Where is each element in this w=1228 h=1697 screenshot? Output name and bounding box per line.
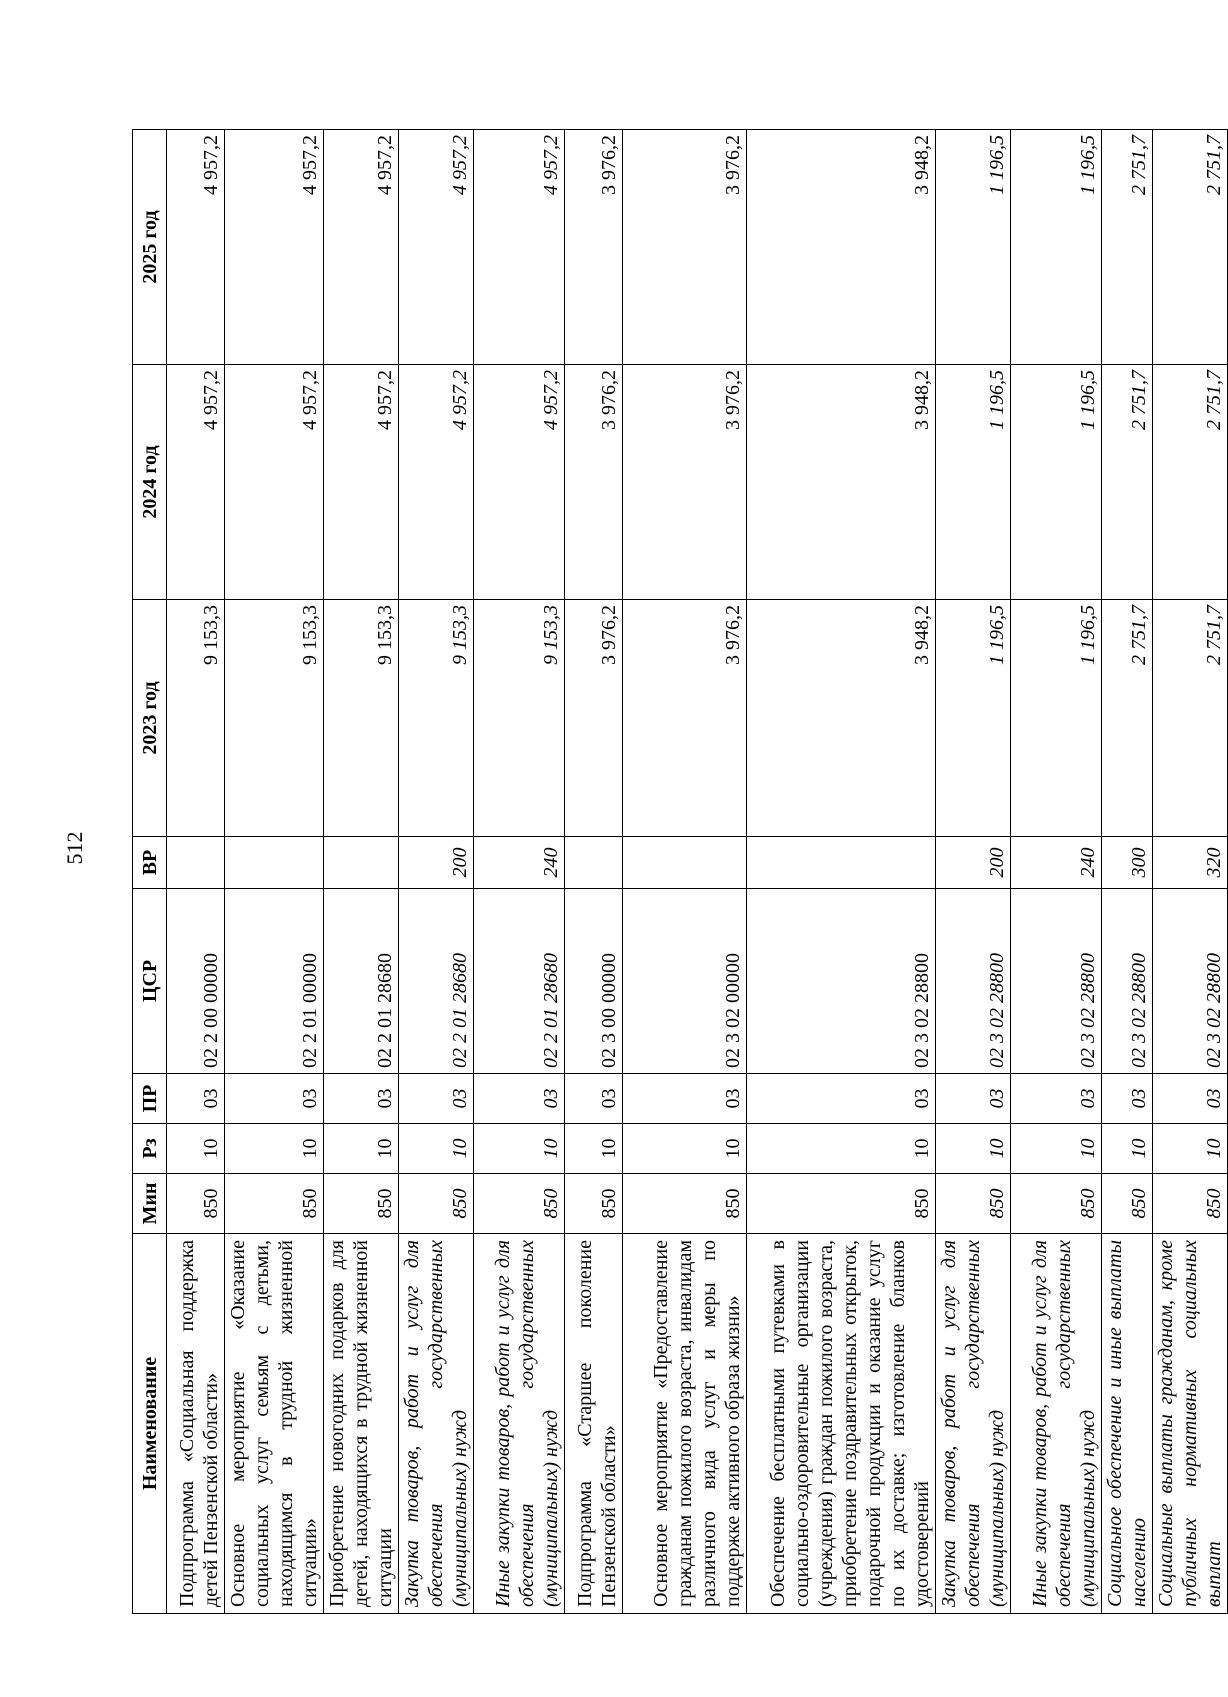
row-min-cell: 850 xyxy=(225,1174,324,1234)
header-2024: 2024 год xyxy=(133,365,167,600)
row-name-cell: Социальные выплаты гражданам, кроме публичных нормативных социальных выплат xyxy=(1153,1234,1228,1614)
row-2025-cell: 1 196,5 xyxy=(1011,130,1102,365)
page-number: 512 xyxy=(62,831,87,865)
row-pr-cell: 03 xyxy=(474,1074,565,1124)
row-2024-cell: 2 751,7 xyxy=(1153,365,1228,600)
row-vr-cell: 240 xyxy=(474,837,565,889)
row-2023-cell: 9 153,3 xyxy=(324,600,399,837)
row-2025-cell: 4 957,2 xyxy=(167,130,225,365)
row-rz-cell: 10 xyxy=(936,1124,1011,1174)
row-name-cell: Закупка товаров, работ и услуг для обеспечения государственных (муниципальных) нужд xyxy=(399,1234,474,1614)
row-csr-cell: 02 3 02 28800 xyxy=(747,889,936,1074)
row-min-cell: 850 xyxy=(1153,1174,1228,1234)
row-csr-cell: 02 2 01 00000 xyxy=(225,889,324,1074)
table-row xyxy=(1011,130,1102,1614)
row-2023-cell: 9 153,3 xyxy=(399,600,474,837)
row-vr-cell: 320 xyxy=(1153,837,1228,889)
header-csr: ЦСР xyxy=(133,889,167,1074)
header-row xyxy=(133,130,167,1614)
row-csr-cell: 02 3 02 28800 xyxy=(1011,889,1102,1074)
row-rz-cell: 10 xyxy=(167,1124,225,1174)
row-name-cell: Подпрограмма «Старшее поколение Пензенской области» xyxy=(565,1234,623,1614)
row-rz-cell: 10 xyxy=(474,1124,565,1174)
row-vr-cell xyxy=(747,837,936,889)
row-rz-cell: 10 xyxy=(565,1124,623,1174)
row-csr-cell: 02 2 01 28680 xyxy=(474,889,565,1074)
row-rz-cell: 10 xyxy=(1153,1124,1228,1174)
row-min-cell: 850 xyxy=(936,1174,1011,1234)
header-2025: 2025 год xyxy=(133,130,167,365)
row-2023-cell: 9 153,3 xyxy=(225,600,324,837)
header-vr: ВР xyxy=(133,837,167,889)
row-vr-cell xyxy=(565,837,623,889)
row-2025-cell: 3 948,2 xyxy=(747,130,936,365)
table-row xyxy=(324,130,399,1614)
row-2023-cell: 2 751,7 xyxy=(1153,600,1228,837)
row-2025-cell: 3 976,2 xyxy=(565,130,623,365)
table-row xyxy=(167,130,225,1614)
row-2024-cell: 2 751,7 xyxy=(1102,365,1153,600)
row-pr-cell: 03 xyxy=(225,1074,324,1124)
row-pr-cell: 03 xyxy=(1011,1074,1102,1124)
row-name-cell: Основное мероприятие «Предоставление гражданам пожилого возраста, инвалидам различного вида услуг и меры по поддержке активного образа жизни» xyxy=(623,1234,747,1614)
row-rz-cell: 10 xyxy=(324,1124,399,1174)
row-pr-cell: 03 xyxy=(399,1074,474,1124)
table-row xyxy=(399,130,474,1614)
row-pr-cell: 03 xyxy=(747,1074,936,1124)
row-rz-cell: 10 xyxy=(1011,1124,1102,1174)
row-2023-cell: 3 976,2 xyxy=(565,600,623,837)
row-2023-cell: 2 751,7 xyxy=(1102,600,1153,837)
row-pr-cell: 03 xyxy=(324,1074,399,1124)
row-name-cell: Социальное обеспечение и иные выплаты населению xyxy=(1102,1234,1153,1614)
row-2023-cell: 1 196,5 xyxy=(936,600,1011,837)
row-2023-cell: 3 976,2 xyxy=(623,600,747,837)
row-2025-cell: 3 976,2 xyxy=(623,130,747,365)
row-min-cell: 850 xyxy=(167,1174,225,1234)
row-csr-cell: 02 3 02 28800 xyxy=(1153,889,1228,1074)
budget-table xyxy=(132,129,1228,1614)
table-row xyxy=(747,130,936,1614)
row-2025-cell: 4 957,2 xyxy=(474,130,565,365)
row-2025-cell: 4 957,2 xyxy=(399,130,474,365)
budget-table-container xyxy=(132,130,1225,1614)
table-row xyxy=(623,130,747,1614)
row-rz-cell: 10 xyxy=(399,1124,474,1174)
row-min-cell: 850 xyxy=(1011,1174,1102,1234)
table-row xyxy=(474,130,565,1614)
row-rz-cell: 10 xyxy=(623,1124,747,1174)
row-2024-cell: 3 976,2 xyxy=(565,365,623,600)
row-vr-cell: 200 xyxy=(936,837,1011,889)
row-2024-cell: 4 957,2 xyxy=(225,365,324,600)
header-name: Наименование xyxy=(133,1234,167,1614)
table-row xyxy=(1102,130,1153,1614)
header-rz: Рз xyxy=(133,1124,167,1174)
row-rz-cell: 10 xyxy=(747,1124,936,1174)
row-rz-cell: 10 xyxy=(225,1124,324,1174)
row-pr-cell: 03 xyxy=(167,1074,225,1124)
row-csr-cell: 02 2 01 28680 xyxy=(399,889,474,1074)
row-2024-cell: 1 196,5 xyxy=(1011,365,1102,600)
row-2023-cell: 9 153,3 xyxy=(474,600,565,837)
row-2025-cell: 1 196,5 xyxy=(936,130,1011,365)
row-csr-cell: 02 3 02 28800 xyxy=(936,889,1011,1074)
row-2025-cell: 4 957,2 xyxy=(324,130,399,365)
row-name-cell: Иные закупки товаров, работ и услуг для обеспечения государственных (муниципальных) нужд xyxy=(1011,1234,1102,1614)
row-min-cell: 850 xyxy=(747,1174,936,1234)
row-2024-cell: 4 957,2 xyxy=(167,365,225,600)
row-min-cell: 850 xyxy=(324,1174,399,1234)
row-vr-cell xyxy=(623,837,747,889)
row-pr-cell: 03 xyxy=(1102,1074,1153,1124)
row-csr-cell: 02 3 00 00000 xyxy=(565,889,623,1074)
row-name-cell: Иные закупки товаров, работ и услуг для обеспечения государственных (муниципальных) нужд xyxy=(474,1234,565,1614)
row-name-cell: Приобретение новогодних подарков для детей, находящихся в трудной жизненной ситуации xyxy=(324,1234,399,1614)
row-min-cell: 850 xyxy=(1102,1174,1153,1234)
table-row xyxy=(565,130,623,1614)
header-min: Мин xyxy=(133,1174,167,1234)
header-pr: ПР xyxy=(133,1074,167,1124)
table-body xyxy=(167,130,1228,1614)
row-pr-cell: 03 xyxy=(565,1074,623,1124)
row-min-cell: 850 xyxy=(623,1174,747,1234)
row-2024-cell: 3 948,2 xyxy=(747,365,936,600)
row-2024-cell: 1 196,5 xyxy=(936,365,1011,600)
row-pr-cell: 03 xyxy=(1153,1074,1228,1124)
row-vr-cell xyxy=(167,837,225,889)
row-name-cell: Закупка товаров, работ и услуг для обеспечения государственных (муниципальных) нужд xyxy=(936,1234,1011,1614)
row-name-cell: Обеспечение бесплатными путевками в социально-оздоровительные организации (учреждения) граждан пожилого возраста, приобретение поздравительных открыток, подарочной продукции и оказание услуг по их доставке; изготовление бланков удостоверений xyxy=(747,1234,936,1614)
row-2024-cell: 4 957,2 xyxy=(474,365,565,600)
row-vr-cell xyxy=(324,837,399,889)
row-2024-cell: 3 976,2 xyxy=(623,365,747,600)
row-2024-cell: 4 957,2 xyxy=(399,365,474,600)
row-vr-cell: 200 xyxy=(399,837,474,889)
row-csr-cell: 02 2 00 00000 xyxy=(167,889,225,1074)
row-min-cell: 850 xyxy=(399,1174,474,1234)
row-pr-cell: 03 xyxy=(623,1074,747,1124)
table-row xyxy=(225,130,324,1614)
row-2025-cell: 2 751,7 xyxy=(1102,130,1153,365)
row-rz-cell: 10 xyxy=(1102,1124,1153,1174)
row-name-cell: Основное мероприятие «Оказание социальных услуг семьям с детьми, находящимся в трудной жизненной ситуации» xyxy=(225,1234,324,1614)
row-2025-cell: 4 957,2 xyxy=(225,130,324,365)
row-2023-cell: 1 196,5 xyxy=(1011,600,1102,837)
header-2023: 2023 год xyxy=(133,600,167,837)
row-csr-cell: 02 3 02 00000 xyxy=(623,889,747,1074)
row-min-cell: 850 xyxy=(474,1174,565,1234)
row-2024-cell: 4 957,2 xyxy=(324,365,399,600)
row-min-cell: 850 xyxy=(565,1174,623,1234)
row-csr-cell: 02 3 02 28800 xyxy=(1102,889,1153,1074)
row-vr-cell: 240 xyxy=(1011,837,1102,889)
row-2025-cell: 2 751,7 xyxy=(1153,130,1228,365)
row-csr-cell: 02 2 01 28680 xyxy=(324,889,399,1074)
row-name-cell: Подпрограмма «Социальная поддержка детей Пензенской области» xyxy=(167,1234,225,1614)
row-vr-cell xyxy=(225,837,324,889)
row-pr-cell: 03 xyxy=(936,1074,1011,1124)
table-row xyxy=(1153,130,1228,1614)
table-row xyxy=(936,130,1011,1614)
row-2023-cell: 3 948,2 xyxy=(747,600,936,837)
row-vr-cell: 300 xyxy=(1102,837,1153,889)
row-2023-cell: 9 153,3 xyxy=(167,600,225,837)
